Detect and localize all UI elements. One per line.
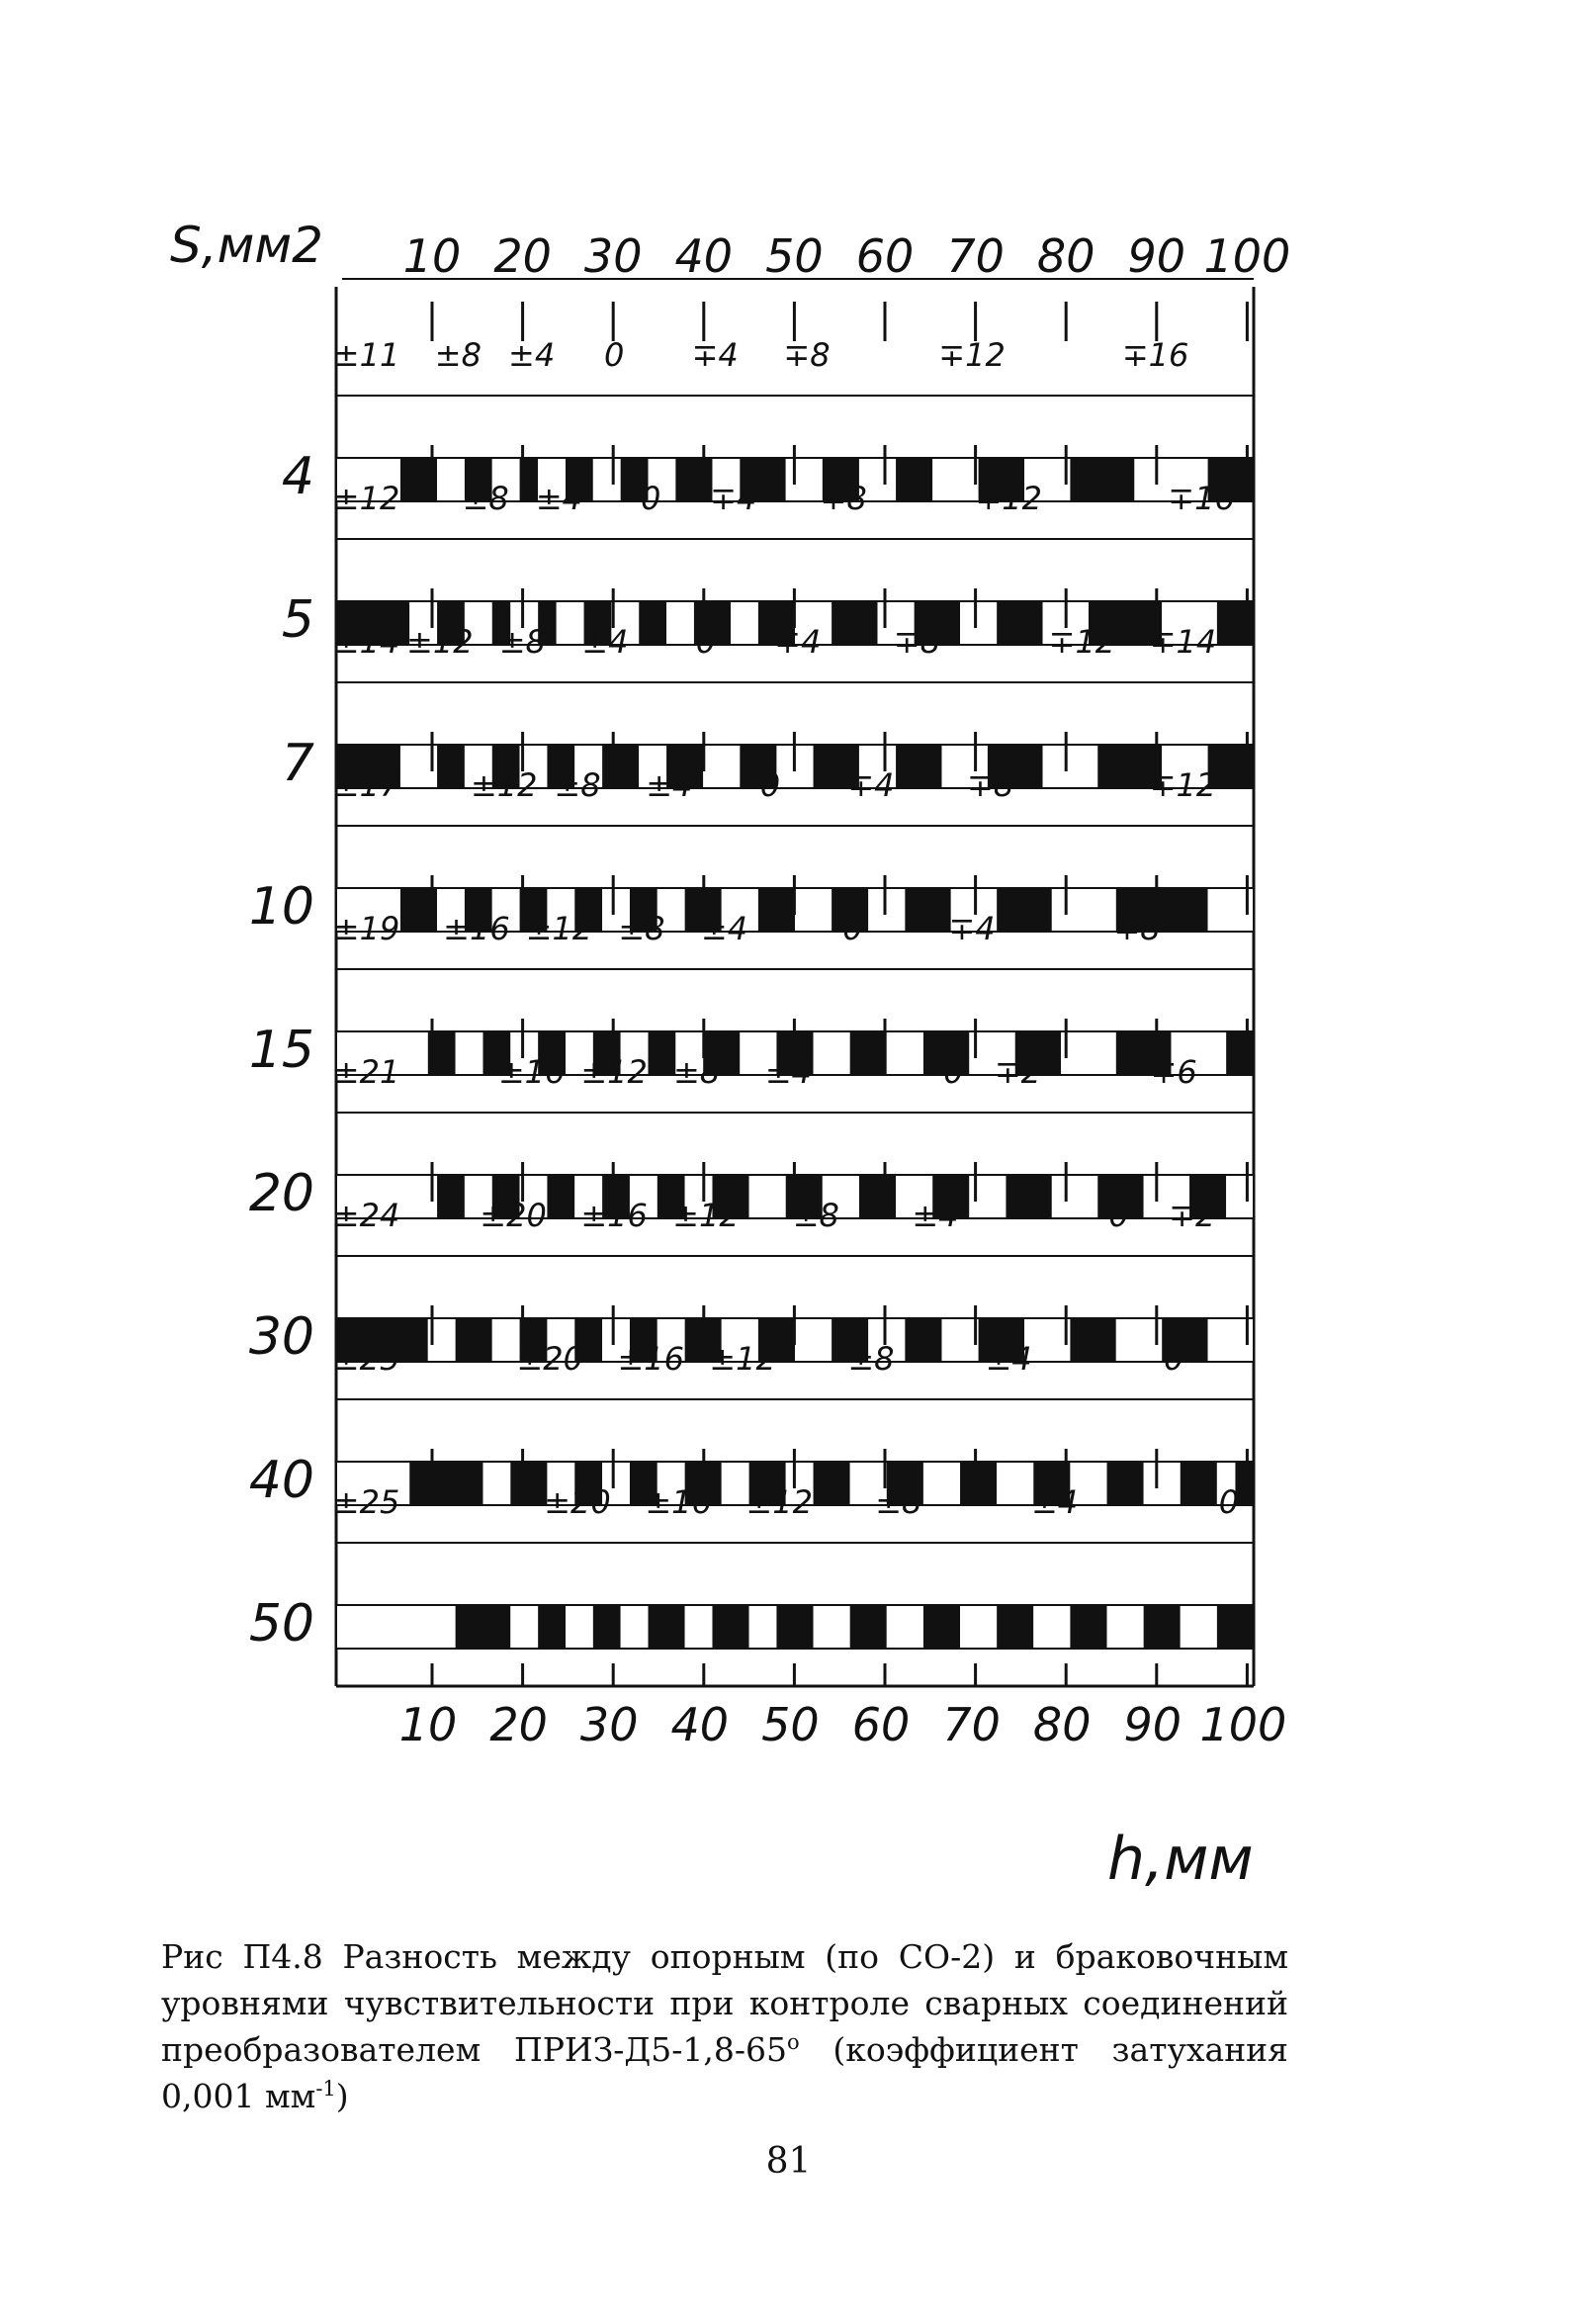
- bar-segment: [1061, 1031, 1116, 1075]
- sensitivity-label: ±21: [332, 1053, 400, 1091]
- thickness-label: 4: [281, 447, 314, 506]
- bar-segment: [1043, 745, 1098, 788]
- sensitivity-label: ∓2: [994, 1053, 1042, 1091]
- bar-segment: [547, 1175, 574, 1218]
- bar-segment: [887, 1031, 923, 1075]
- bar-segment: [1052, 1175, 1097, 1218]
- thickness-label: 15: [248, 1021, 314, 1080]
- top-tick-label: 80: [1036, 229, 1095, 283]
- sensitivity-label: ±12: [672, 1197, 740, 1234]
- bar-segment: [602, 745, 639, 788]
- bar-segment: [960, 1462, 997, 1505]
- bar-segment: [960, 1605, 997, 1649]
- sensitivity-label: ±25: [332, 1340, 400, 1378]
- bar-segment: [649, 1031, 676, 1075]
- bar-segment: [1070, 1318, 1115, 1362]
- bar-segment: [482, 1462, 510, 1505]
- top-tick-label: 20: [493, 229, 552, 283]
- sensitivity-label: ±8: [875, 1483, 922, 1521]
- sensitivity-label: ±8: [462, 480, 509, 517]
- bar-segment: [510, 1462, 547, 1505]
- sensitivity-label: ±4: [535, 480, 583, 517]
- bottom-tick-label: 60: [851, 1698, 911, 1751]
- bottom-tick-label: 50: [761, 1698, 820, 1751]
- sensitivity-label: ±14: [332, 623, 400, 661]
- bar-segment: [1006, 1175, 1051, 1218]
- sensitivity-label: ±16: [617, 1340, 685, 1378]
- bar-segment: [832, 601, 877, 645]
- bar-segment: [887, 1605, 923, 1649]
- bar-segment: [923, 1462, 960, 1505]
- thickness-label: 50: [248, 1594, 314, 1654]
- sensitivity-label: ∓4: [691, 336, 739, 374]
- sensitivity-label: ±8: [618, 910, 665, 947]
- sensitivity-label: ±4: [646, 766, 693, 804]
- page-number: 81: [765, 2141, 812, 2182]
- top-tick-label: 50: [765, 229, 824, 283]
- bar-segment: [437, 1175, 465, 1218]
- sensitivity-label: ∓8: [1113, 910, 1161, 947]
- figure-caption: [161, 1933, 1288, 2119]
- sensitivity-label: 0: [695, 623, 717, 661]
- bar-segment: [456, 1605, 511, 1649]
- bar-segment: [850, 1031, 887, 1075]
- sensitivity-label: ±24: [332, 1197, 400, 1234]
- bar-segment: [850, 1605, 887, 1649]
- bar-segment: [649, 1605, 685, 1649]
- sensitivity-label: ∓12: [1149, 766, 1217, 804]
- bar-segment: [932, 458, 978, 501]
- sensitivity-label: ∓6: [1150, 1053, 1197, 1091]
- bottom-tick-label: 70: [942, 1698, 1001, 1751]
- top-tick-label: 60: [855, 229, 915, 283]
- sensitivity-label: ∓16: [1121, 336, 1189, 374]
- caption-text-2: (коэффициент затухания 0,001 мм: [161, 2030, 1288, 2115]
- bar-segment: [703, 745, 740, 788]
- caption-degree-sup: o: [787, 2030, 800, 2054]
- bar-segment: [566, 1605, 593, 1649]
- sensitivity-label: ±12: [745, 1483, 813, 1521]
- thickness-label: 40: [248, 1451, 314, 1510]
- bar-segment: [712, 1605, 748, 1649]
- sensitivity-label: ±8: [847, 1340, 895, 1378]
- bar-segment: [1181, 1462, 1217, 1505]
- sensitivity-label: 0: [842, 910, 863, 947]
- bar-segment: [1226, 1031, 1254, 1075]
- bar-segment: [776, 1605, 813, 1649]
- sensitivity-label: ∓4: [847, 766, 895, 804]
- bar-segment: [557, 601, 584, 645]
- top-tick-label: 70: [946, 229, 1005, 283]
- bar-segment: [795, 1318, 832, 1362]
- sensitivity-label: ±12: [406, 623, 474, 661]
- bar-segment: [749, 1175, 786, 1218]
- sensitivity-label: ±20: [516, 1340, 583, 1378]
- bar-segment: [593, 458, 621, 501]
- thickness-label: 7: [281, 734, 314, 793]
- bar-segment: [510, 1605, 538, 1649]
- sensitivity-label: 0: [641, 480, 661, 517]
- bottom-tick-label: 80: [1032, 1698, 1092, 1751]
- sensitivity-label: ±11: [332, 336, 400, 374]
- thickness-label: 30: [248, 1307, 314, 1367]
- thickness-label: 10: [248, 877, 314, 937]
- y-axis-label: S,мм2: [170, 217, 323, 274]
- bar-segment: [1052, 888, 1116, 932]
- bottom-tick-label: 20: [489, 1698, 548, 1751]
- sensitivity-label: ±8: [498, 623, 546, 661]
- thickness-label: 5: [281, 590, 314, 650]
- top-tick-label: 30: [583, 229, 643, 283]
- sensitivity-label: ∓14: [1149, 623, 1217, 661]
- bar-segment: [437, 458, 465, 501]
- sensitivity-label: ±8: [554, 766, 601, 804]
- sensitivity-label: ∓4: [948, 910, 996, 947]
- bar-segment: [896, 745, 941, 788]
- sensitivity-label: ±12: [709, 1340, 776, 1378]
- bar-segment: [868, 888, 905, 932]
- bar-segment: [666, 601, 694, 645]
- bottom-tick-label: 10: [398, 1698, 458, 1751]
- caption-text-1: Рис П4.8 Разность между опорным (по СО-2) и браковочным уровнями чувствительности при контроле сварных соединений преобразователем ПРИЗ-Д5-1,8-65: [161, 1937, 1288, 2069]
- bar-segment: [814, 1462, 850, 1505]
- sensitivity-label: ±4: [764, 1053, 813, 1091]
- bar-segment: [896, 458, 932, 501]
- sensitivity-label: ±4: [581, 623, 629, 661]
- sensitivity-label: ±25: [332, 1483, 400, 1521]
- bar-segment: [923, 1605, 960, 1649]
- sensitivity-label: ±12: [525, 910, 593, 947]
- bar-segment: [1217, 1605, 1254, 1649]
- sensitivity-label: ∓4: [774, 623, 822, 661]
- bar-segment: [941, 1318, 978, 1362]
- bar-segment: [1144, 1462, 1181, 1505]
- sensitivity-label: ±20: [480, 1197, 547, 1234]
- sensitivity-label: ∓12: [1048, 623, 1116, 661]
- bar-segment: [1144, 1605, 1181, 1649]
- bar-segment: [1116, 1318, 1162, 1362]
- sensitivity-label: ±12: [580, 1053, 648, 1091]
- sensitivity-label: ±16: [497, 1053, 566, 1091]
- bar-segment: [814, 1031, 850, 1075]
- bar-segment: [1181, 1605, 1217, 1649]
- bar-segment: [685, 1605, 713, 1649]
- bottom-tick-label: 40: [670, 1698, 730, 1751]
- bar-segment: [409, 1462, 482, 1505]
- sensitivity-label: ±16: [645, 1483, 712, 1521]
- sensitivity-label: ±4: [1030, 1483, 1079, 1521]
- sensitivity-label: ∓12: [975, 480, 1042, 517]
- bar-segment: [1107, 1605, 1144, 1649]
- sensitivity-label: ∓8: [820, 480, 867, 517]
- bar-segment: [1033, 1605, 1070, 1649]
- bar-segment: [997, 888, 1052, 932]
- bar-segment: [786, 458, 823, 501]
- sensitivity-label: 0: [1218, 1483, 1240, 1521]
- sensitivity-label: ±20: [544, 1483, 611, 1521]
- bar-segment: [960, 601, 997, 645]
- bar-segment: [1070, 1605, 1106, 1649]
- top-tick-label: 100: [1203, 229, 1291, 283]
- sensitivity-label: ∓8: [893, 623, 940, 661]
- bar-segment: [1070, 458, 1134, 501]
- bar-segment: [456, 1031, 483, 1075]
- bar-segment: [456, 1318, 492, 1362]
- bar-segment: [336, 1605, 456, 1649]
- bottom-tick-label: 90: [1123, 1698, 1183, 1751]
- sensitivity-label: ±12: [332, 480, 400, 517]
- sensitivity-label: 0: [1108, 1197, 1129, 1234]
- bar-segment: [859, 1175, 896, 1218]
- bar-segment: [997, 601, 1042, 645]
- bar-segment: [621, 1605, 649, 1649]
- sensitivity-label: ±8: [792, 1197, 839, 1234]
- bar-segment: [814, 1605, 850, 1649]
- sensitivity-label: 0: [603, 336, 625, 374]
- sensitivity-label: ∓16: [1168, 480, 1235, 517]
- sensitivity-label: ∓8: [967, 766, 1014, 804]
- bottom-tick-label: 100: [1199, 1698, 1287, 1751]
- sensitivity-label: 0: [759, 766, 781, 804]
- sensitivity-label: ±19: [332, 910, 400, 947]
- bar-segment: [758, 888, 795, 932]
- sensitivity-label: ±4: [912, 1197, 959, 1234]
- bar-segment: [905, 888, 950, 932]
- caption-text-3: ): [335, 2077, 349, 2115]
- sensitivity-label: ±8: [673, 1053, 721, 1091]
- sensitivity-label: ∓8: [783, 336, 831, 374]
- sensitivity-label: ±16: [443, 910, 510, 947]
- bar-segment: [1107, 1462, 1144, 1505]
- thickness-label: 20: [248, 1164, 314, 1223]
- sensitivity-label: ±4: [700, 910, 748, 947]
- bar-segment: [997, 1605, 1033, 1649]
- bar-segment: [593, 1605, 621, 1649]
- sensitivity-label: 0: [1164, 1340, 1184, 1378]
- sensitivity-label: 0: [943, 1053, 964, 1091]
- bar-segment: [795, 888, 832, 932]
- top-tick-label: 90: [1127, 229, 1186, 283]
- bar-segment: [538, 1605, 566, 1649]
- sensitivity-label: ±17: [332, 766, 400, 804]
- bar-segment: [1226, 1175, 1254, 1218]
- sensitivity-label: ±12: [470, 766, 538, 804]
- x-axis-label: h,мм: [1107, 1825, 1254, 1894]
- sensitivity-label: ∓4: [710, 480, 757, 517]
- sensitivity-label: ∓12: [938, 336, 1006, 374]
- bar-segment: [437, 745, 465, 788]
- bar-segment: [749, 1605, 777, 1649]
- bottom-tick-label: 30: [579, 1698, 639, 1751]
- bar-segment: [731, 601, 758, 645]
- bar-segment: [675, 458, 712, 501]
- top-tick-label: 10: [402, 229, 462, 283]
- caption-exponent-sup: -1: [315, 2077, 336, 2101]
- bar-segment: [905, 1318, 941, 1362]
- sensitivity-label: ±4: [985, 1340, 1032, 1378]
- bar-segment: [997, 1462, 1033, 1505]
- sensitivity-label: ±8: [434, 336, 482, 374]
- sensitivity-label: ±4: [508, 336, 556, 374]
- bar-segment: [639, 601, 666, 645]
- sensitivity-label: ∓2: [1169, 1197, 1216, 1234]
- sensitivity-label: ±16: [580, 1197, 648, 1234]
- top-tick-label: 40: [674, 229, 734, 283]
